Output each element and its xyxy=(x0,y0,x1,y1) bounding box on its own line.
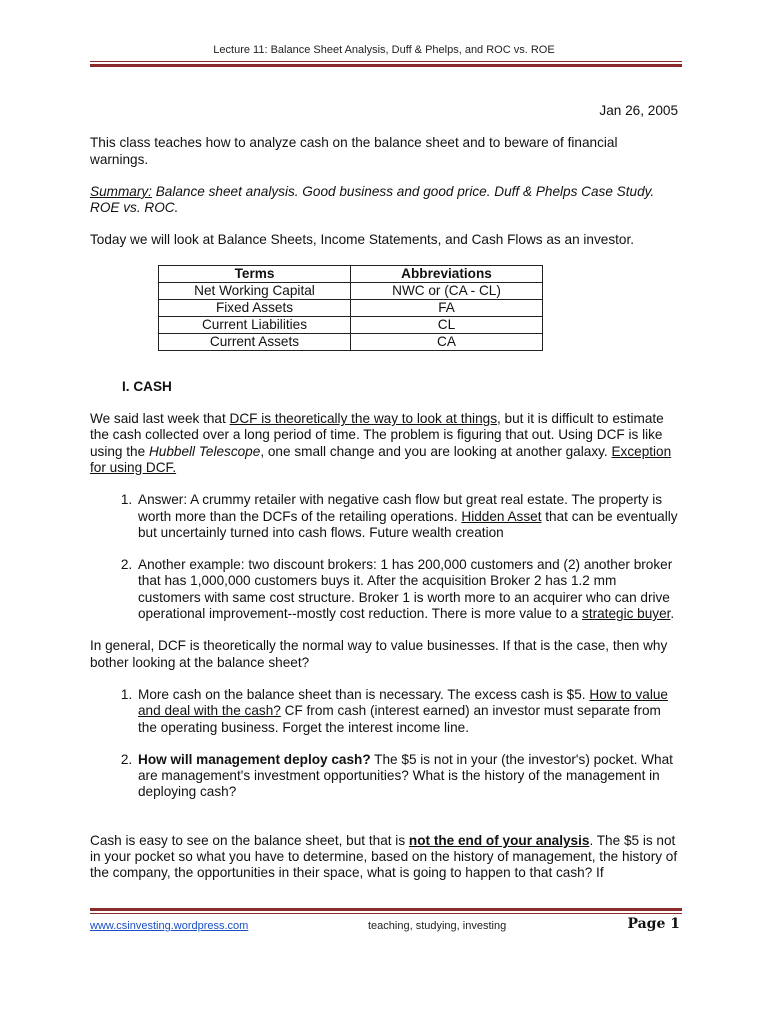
text-run: . The $5 is not in your pocket so what you have to determine, based on the history of management, the history of the company, the opportunities in their space, what is going to happen to that cash? If xyxy=(90,832,678,881)
table-cell: Current Liabilities xyxy=(159,316,351,333)
table-cell: CA xyxy=(351,333,543,350)
terms-table xyxy=(158,265,543,351)
summary-text: Balance sheet analysis. Good business and good price. Duff & Phelps Case Study. ROE vs. ROC. xyxy=(90,183,655,216)
table-cell: Current Assets xyxy=(159,333,351,350)
summary-label: Summary: xyxy=(90,183,152,199)
table-cell: Fixed Assets xyxy=(159,299,351,316)
list-item xyxy=(136,557,678,622)
italic-run: Hubbell Telescope xyxy=(148,443,261,459)
table-header-row xyxy=(159,265,543,282)
header-rule-thick xyxy=(90,64,682,67)
underlined-run: strategic buyer xyxy=(582,606,671,622)
text-run: More cash on the balance sheet than is necessary. The excess cash is $5. xyxy=(138,686,590,702)
general-paragraph: In general, DCF is theoretically the normal way to value businesses. If that is the case, then why bother looking at the balance sheet? xyxy=(90,638,668,670)
today-paragraph: Today we will look at Balance Sheets, Income Statements, and Cash Flows as an investor. xyxy=(90,232,635,248)
text-run: Cash is easy to see on the balance sheet, but that is xyxy=(90,832,409,848)
page-header-title: Lecture 11: Balance Sheet Analysis, Duff & Phelps, and ROC vs. ROE xyxy=(213,44,555,56)
table-cell: CL xyxy=(351,316,543,333)
underlined-run: DCF is theoretically the way to look at things xyxy=(229,411,497,427)
document-body xyxy=(90,103,678,898)
intro-paragraph: This class teaches how to analyze cash on the balance sheet and to beware of financial warnings. xyxy=(90,135,618,167)
section-heading-cash: I. CASH xyxy=(122,378,172,394)
balance-sheet-reasons-list xyxy=(90,687,678,801)
header-rule-thin xyxy=(90,61,682,62)
closing-paragraph xyxy=(90,833,678,882)
text-run: . xyxy=(670,606,675,622)
table-row xyxy=(159,316,543,333)
text-run: Answer: A crummy retailer with negative cash flow but great real estate. The property is worth more than the DCFs of the retailing operations. xyxy=(138,492,663,524)
list-item xyxy=(136,752,678,801)
table-header-cell: Abbreviations xyxy=(351,265,543,282)
website-link[interactable]: www.csinvesting.wordpress.com xyxy=(90,920,249,932)
underlined-run: How to value and deal with the cash? xyxy=(138,686,668,719)
table-row xyxy=(159,333,543,350)
dcf-paragraph xyxy=(90,411,678,476)
text-run: The $5 is not in your (the investor's) pocket. What are management's investment opportunities? What is the history of the management in deploying cash? xyxy=(138,751,673,800)
exception-list xyxy=(90,492,678,622)
text-run: Another example: two discount brokers: 1 has 200,000 customers and (2) another broker that has 1,000,000 customers buys it. After the acquisition Broker 2 has 1.2 mm customers with same cost structure. Broker 1 is worth more to an acquirer who can drive operational improvement--mostly cost reduction. There is more value to a xyxy=(138,557,673,622)
table-row xyxy=(159,282,543,299)
table-header-cell: Terms xyxy=(159,265,351,282)
list-item xyxy=(136,687,678,736)
footer-rule-thick xyxy=(90,908,682,911)
page-number: Page 1 xyxy=(627,916,680,932)
page-footer xyxy=(90,918,682,934)
footer-rule-thin xyxy=(90,913,682,914)
table-cell: Net Working Capital xyxy=(159,282,351,299)
list-item xyxy=(136,492,678,541)
text-run: that can be eventually but uncertainly turned into cash flows. Future wealth creation xyxy=(138,508,678,540)
text-run: , but it is difficult to estimate the cash collected over a long period of time. The problem is figuring that out. Using DCF is like using the xyxy=(90,411,664,459)
text-run: CF from cash (interest earned) an investor must separate from the operating business. Forget the interest income line. xyxy=(138,703,661,735)
underlined-run: Hidden Asset xyxy=(461,508,542,524)
table-cell: NWC or (CA - CL) xyxy=(351,282,543,299)
table-row xyxy=(159,299,543,316)
summary-paragraph xyxy=(90,184,678,217)
table-cell: FA xyxy=(351,299,543,316)
text-run: , one small change and you are looking at another galaxy. xyxy=(260,443,612,459)
bold-underlined-run: not the end of your analysis xyxy=(408,832,590,848)
underlined-run: Exception for using DCF. xyxy=(90,443,672,475)
footer-tagline: teaching, studying, investing xyxy=(368,920,507,932)
text-run: We said last week that xyxy=(90,411,230,427)
bold-run: How will management deploy cash? xyxy=(138,751,371,767)
document-date: Jan 26, 2005 xyxy=(599,103,678,118)
